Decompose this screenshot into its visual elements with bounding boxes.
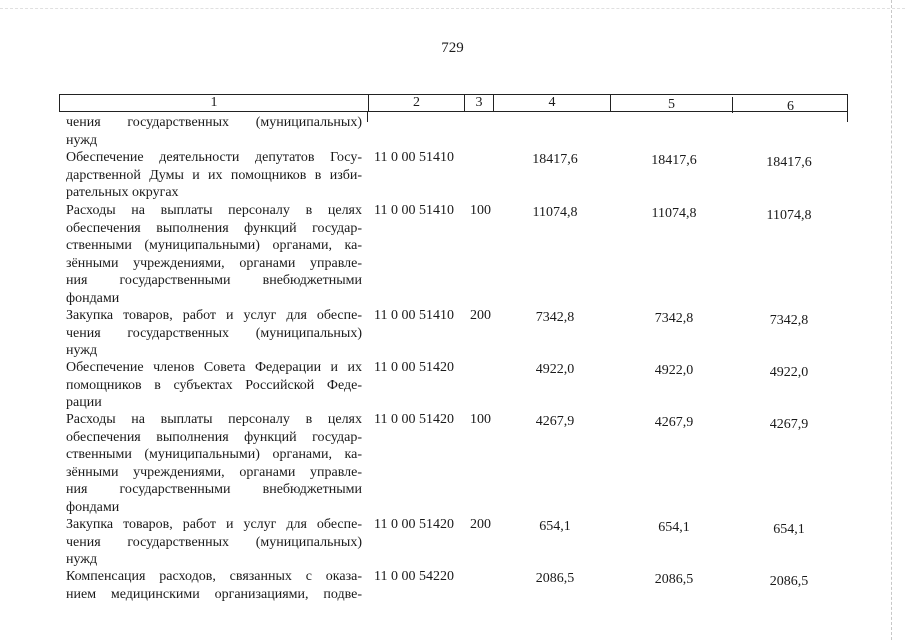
value-col-6: 4267,9 <box>769 417 809 432</box>
expense-type-code: 100 <box>470 203 491 218</box>
header-col-6: 6 <box>787 99 794 114</box>
description-line: ственными (муниципальными) органами, ка- <box>66 238 362 253</box>
row-description <box>66 516 362 569</box>
description-line: ния государственными внебюджетными <box>66 482 362 497</box>
header-col-5: 5 <box>611 97 733 113</box>
target-article-code: 11 0 00 51410 <box>374 203 454 218</box>
scan-edge-top <box>0 8 905 9</box>
description-line: обеспечения выполнения функций государ- <box>66 220 362 236</box>
value-col-5: 7342,8 <box>654 311 694 326</box>
description-line: зёнными учреждениями, органами управле- <box>66 255 362 271</box>
description-line: нужд <box>66 132 98 148</box>
description-line: нужд <box>66 343 98 358</box>
target-article-code: 11 0 00 51420 <box>374 360 454 375</box>
header-col-2: 2 <box>369 95 465 111</box>
description-line: Компенсация расходов, связанных с оказа- <box>66 569 362 584</box>
description-line: Закупка товаров, работ и услуг для обеспе- <box>66 308 362 323</box>
description-line: нужд <box>66 552 98 567</box>
description-line: фондами <box>66 290 120 306</box>
value-col-4: 7342,8 <box>535 310 575 325</box>
row-description <box>66 359 362 412</box>
row-description <box>66 568 362 603</box>
target-article-code: 11 0 00 51420 <box>374 517 454 532</box>
target-article-code: 11 0 00 54220 <box>374 569 454 584</box>
description-line: ния государственными внебюджетными <box>66 273 362 288</box>
value-col-6: 18417,6 <box>766 155 812 170</box>
value-col-5: 4922,0 <box>654 363 694 378</box>
value-col-5: 4267,9 <box>654 415 694 430</box>
header-col-3: 3 <box>465 95 494 111</box>
description-line: ственными (муниципальными) органами, ка- <box>66 447 362 462</box>
description-line: Расходы на выплаты персоналу в целях <box>66 412 362 427</box>
value-col-4: 18417,6 <box>532 152 578 167</box>
expense-type-code: 200 <box>470 308 491 323</box>
value-col-6: 654,1 <box>773 522 805 537</box>
row-description <box>66 202 362 307</box>
column-divider <box>847 112 848 122</box>
header-col-4: 4 <box>494 95 611 111</box>
value-col-6: 7342,8 <box>769 313 809 328</box>
description-line: обеспечения выполнения функций государ- <box>66 429 362 445</box>
description-line: чения государственных (муниципальных) <box>66 115 362 130</box>
value-col-6: 4922,0 <box>769 365 809 380</box>
value-col-4: 11074,8 <box>532 205 578 220</box>
value-col-4: 4922,0 <box>535 362 575 377</box>
table-header <box>59 94 848 112</box>
value-col-5: 654,1 <box>658 520 690 535</box>
description-line: чения государственных (муниципальных) <box>66 534 362 550</box>
value-col-4: 2086,5 <box>535 571 575 586</box>
expense-type-code: 100 <box>470 412 491 427</box>
description-line: помощников в субъектах Российской Феде- <box>66 377 362 393</box>
value-col-4: 654,1 <box>539 519 571 534</box>
value-col-4: 4267,9 <box>535 414 575 429</box>
row-description <box>66 411 362 516</box>
description-line: дарственной Думы и их помощников в изби- <box>66 167 362 183</box>
row-description <box>66 307 362 360</box>
description-line: рации <box>66 395 102 410</box>
description-line: нием медицинскими организациями, подве- <box>66 586 362 602</box>
description-line: фондами <box>66 499 120 515</box>
value-col-6: 2086,5 <box>769 574 809 589</box>
description-line: чения государственных (муниципальных) <box>66 325 362 341</box>
target-article-code: 11 0 00 51410 <box>374 308 454 323</box>
description-line: Обеспечение членов Совета Федерации и их <box>66 360 362 375</box>
page-number: 729 <box>441 40 464 56</box>
description-line: зёнными учреждениями, органами управле- <box>66 464 362 480</box>
header-col-1: 1 <box>60 95 369 111</box>
value-col-6: 11074,8 <box>766 208 812 223</box>
row-description <box>66 149 362 202</box>
description-line: Обеспечение деятельности депутатов Госу- <box>66 150 362 165</box>
value-col-5: 2086,5 <box>654 572 694 587</box>
scan-edge-right <box>891 0 892 640</box>
description-line: Расходы на выплаты персоналу в целях <box>66 203 362 218</box>
column-divider <box>367 112 368 122</box>
value-col-5: 11074,8 <box>651 206 697 221</box>
expense-type-code: 200 <box>470 517 491 532</box>
target-article-code: 11 0 00 51410 <box>374 150 454 165</box>
row-description <box>66 114 362 149</box>
description-line: Закупка товаров, работ и услуг для обеспе- <box>66 517 362 532</box>
value-col-5: 18417,6 <box>651 153 697 168</box>
target-article-code: 11 0 00 51420 <box>374 412 454 427</box>
description-line: рательных округах <box>66 185 179 200</box>
